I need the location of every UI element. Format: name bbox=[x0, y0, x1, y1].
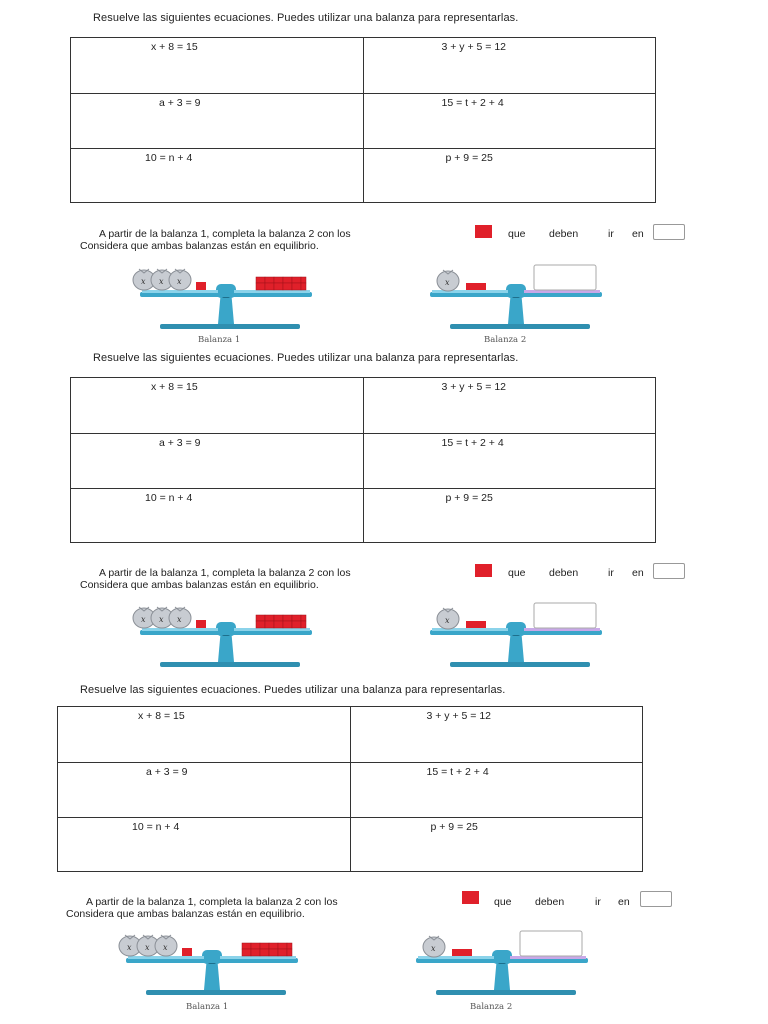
equation-cell[interactable] bbox=[58, 707, 351, 763]
svg-text:x: x bbox=[141, 277, 146, 286]
svg-text:x: x bbox=[159, 277, 164, 286]
equation-text: a + 3 = 9 bbox=[159, 437, 201, 449]
equation-cell[interactable] bbox=[350, 707, 643, 763]
svg-text:x: x bbox=[177, 615, 182, 624]
task-line-2: Considera que ambas balanzas están en equilibrio. bbox=[66, 908, 305, 920]
svg-text:x: x bbox=[431, 944, 436, 953]
task-text-que: que bbox=[494, 896, 512, 908]
empty-box-icon bbox=[520, 931, 582, 956]
red-blocks-group bbox=[242, 943, 292, 956]
task-text-que: que bbox=[508, 567, 526, 579]
caption-balanza-2: Balanza 2 bbox=[484, 335, 527, 345]
svg-text:x: x bbox=[127, 943, 132, 952]
red-block-icon bbox=[462, 891, 479, 904]
equation-text: 10 = n + 4 bbox=[132, 821, 180, 833]
caption-balanza-1: Balanza 1 bbox=[198, 335, 241, 345]
svg-text:x: x bbox=[163, 943, 168, 952]
equation-text: 3 + y + 5 = 12 bbox=[441, 41, 507, 53]
caption-balanza-2: Balanza 2 bbox=[470, 1002, 513, 1012]
task-line-2: Considera que ambas balanzas están en equilibrio. bbox=[80, 579, 319, 591]
equation-text: 10 = n + 4 bbox=[145, 152, 193, 164]
equation-text: 3 + y + 5 = 12 bbox=[426, 710, 492, 722]
equations-table bbox=[57, 706, 643, 872]
task-text-part1: A partir de la balanza 1, completa la balanza 2 con los bbox=[99, 567, 351, 579]
svg-text:x: x bbox=[145, 943, 150, 952]
equation-cell[interactable] bbox=[58, 818, 351, 872]
task-text-part1: A partir de la balanza 1, completa la balanza 2 con los bbox=[99, 228, 351, 240]
task-text-deben: deben bbox=[549, 567, 579, 579]
task-text-en: en bbox=[632, 567, 644, 579]
equation-text: x + 8 = 15 bbox=[151, 381, 198, 393]
equation-cell[interactable] bbox=[350, 763, 643, 818]
equation-cell[interactable] bbox=[350, 818, 643, 872]
instruction-text: Resuelve las siguientes ecuaciones. Puedes utilizar una balanza para representarlas. bbox=[80, 684, 506, 696]
balanza-1-scale bbox=[116, 928, 306, 1000]
task-text-que: que bbox=[508, 228, 526, 240]
equation-text: p + 9 = 25 bbox=[445, 152, 493, 164]
equation-text: 15 = t + 2 + 4 bbox=[426, 766, 489, 778]
svg-text:x: x bbox=[445, 278, 450, 287]
equation-text: a + 3 = 9 bbox=[159, 97, 201, 109]
equation-text: p + 9 = 25 bbox=[430, 821, 478, 833]
equation-cell[interactable] bbox=[58, 763, 351, 818]
task-text-ir: ir bbox=[595, 896, 601, 908]
money-bag-icon bbox=[423, 936, 445, 957]
task-text-deben: deben bbox=[535, 896, 565, 908]
equation-text: x + 8 = 15 bbox=[151, 41, 198, 53]
task-text-part1: A partir de la balanza 1, completa la balanza 2 con los bbox=[86, 896, 338, 908]
instruction-text: Resuelve las siguientes ecuaciones. Puedes utilizar una balanza para representarlas. bbox=[93, 352, 519, 364]
task-text-en: en bbox=[618, 896, 630, 908]
task-text-en: en bbox=[632, 228, 644, 240]
task-line-2: Considera que ambas balanzas están en equilibrio. bbox=[80, 240, 319, 252]
equation-text: 15 = t + 2 + 4 bbox=[441, 437, 504, 449]
empty-box-icon bbox=[640, 891, 672, 907]
equation-text: a + 3 = 9 bbox=[146, 766, 188, 778]
caption-balanza-1: Balanza 1 bbox=[186, 1002, 229, 1012]
task-text-ir: ir bbox=[608, 228, 614, 240]
equation-text: 15 = t + 2 + 4 bbox=[441, 97, 504, 109]
task-text-deben: deben bbox=[549, 228, 579, 240]
equation-text: x + 8 = 15 bbox=[138, 710, 185, 722]
equation-text: 10 = n + 4 bbox=[145, 492, 193, 504]
task-text-ir: ir bbox=[608, 567, 614, 579]
equation-text: 3 + y + 5 = 12 bbox=[441, 381, 507, 393]
balanza-2-scale bbox=[406, 928, 596, 1000]
svg-text:x: x bbox=[445, 616, 450, 625]
instruction-text: Resuelve las siguientes ecuaciones. Puedes utilizar una balanza para representarlas. bbox=[93, 12, 519, 24]
equation-text: p + 9 = 25 bbox=[445, 492, 493, 504]
money-bag-icon bbox=[155, 935, 177, 956]
svg-text:x: x bbox=[141, 615, 146, 624]
svg-text:x: x bbox=[177, 277, 182, 286]
svg-text:x: x bbox=[159, 615, 164, 624]
